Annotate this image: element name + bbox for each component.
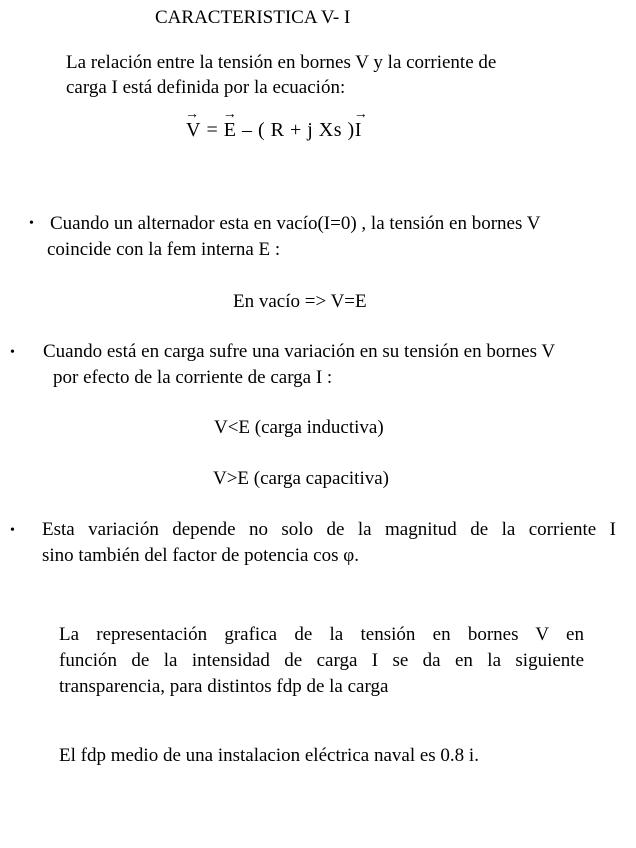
- bullet-3-glyph: •: [10, 523, 15, 538]
- graph-note-line-1: La representación grafica de la tensión en bornes V en: [59, 624, 584, 645]
- inductive-case: V<E (carga inductiva): [214, 417, 384, 438]
- intro-line-1: La relación entre la tensión en bornes V y la corriente de: [66, 52, 497, 73]
- vector-e: → E: [222, 107, 238, 141]
- vector-v: → V: [185, 107, 201, 141]
- bullet-2-line-1: Cuando está en carga sufre una variación en su tensión en bornes V: [43, 341, 556, 362]
- bullet-1-line-2: coincide con la fem interna E :: [47, 239, 281, 260]
- page-title: CARACTERISTICA V- I: [155, 7, 351, 28]
- vacio-statement: En vacío => V=E: [233, 291, 367, 312]
- equation: [185, 107, 369, 143]
- equals-sign: =: [200, 119, 224, 141]
- naval-fdp-note: El fdp medio de una instalacion eléctrica naval es 0.8 i.: [59, 745, 479, 766]
- bullet-3-line-1: Esta variación depende no solo de la magnitud de la corriente I: [42, 519, 616, 540]
- impedance-term: – ( R + j Xs ): [236, 119, 355, 141]
- bullet-1-line-1: Cuando un alternador esta en vacío(I=0) , la tensión en bornes V: [50, 213, 541, 234]
- graph-note-line-3: transparencia, para distintos fdp de la carga: [59, 676, 389, 697]
- bullet-2-line-2: por efecto de la corriente de carga I :: [53, 367, 333, 388]
- vector-i: → I: [353, 107, 369, 141]
- graph-note-line-2: función de la intensidad de carga I se da en la siguiente: [59, 650, 584, 671]
- bullet-1-glyph: •: [29, 216, 34, 231]
- bullet-3-line-2: sino también del factor de potencia cos φ.: [42, 545, 359, 566]
- intro-line-2: carga I está definida por la ecuación:: [66, 77, 346, 98]
- bullet-2-glyph: •: [10, 345, 15, 360]
- capacitive-case: V>E (carga capacitiva): [213, 468, 389, 489]
